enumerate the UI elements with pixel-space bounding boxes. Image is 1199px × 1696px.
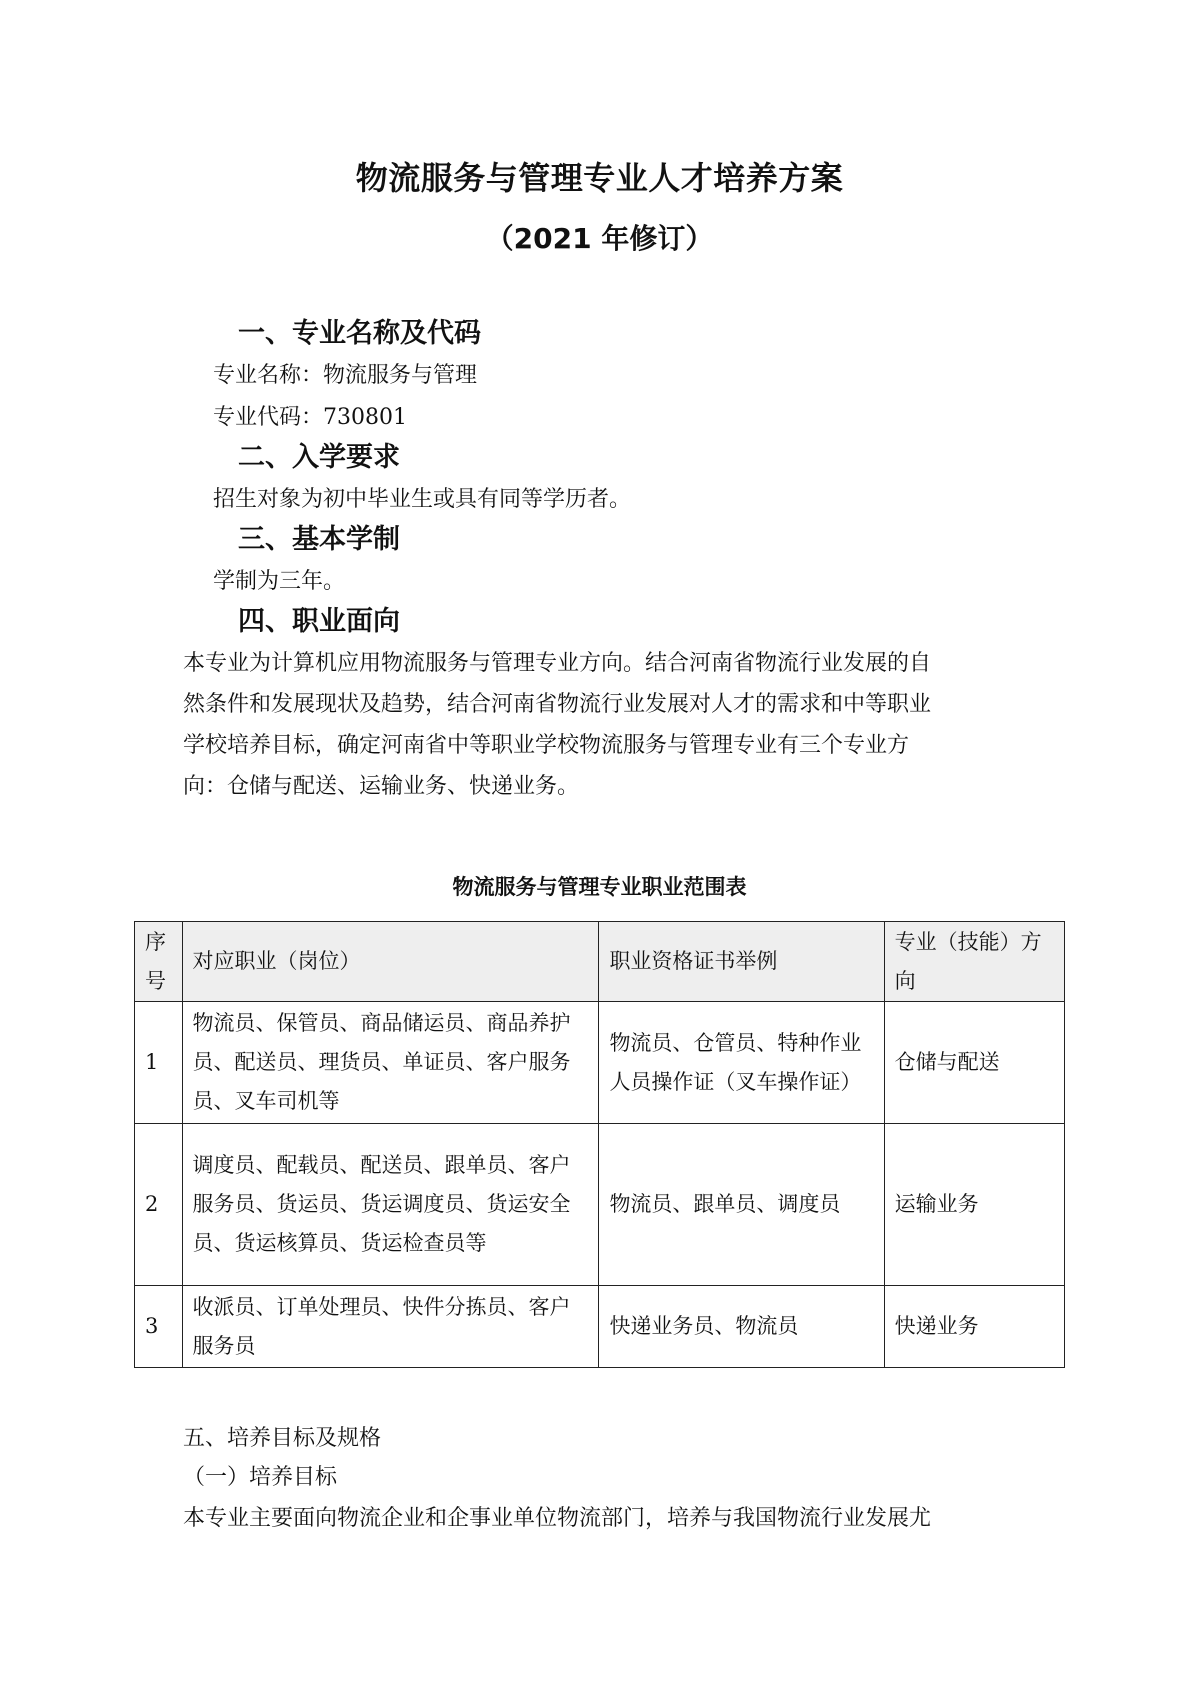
table-row xyxy=(135,1286,1065,1368)
cell-number: 1 xyxy=(135,1002,183,1124)
header-certificate: 职业资格证书举例 xyxy=(599,922,884,1002)
training-goal-line: 本专业主要面向物流企业和企事业单位物流部门，培养与我国物流行业发展尤 xyxy=(183,1506,932,1531)
document-subtitle: （2021 年修订） xyxy=(485,222,714,255)
major-code-line: 专业代码：730801 xyxy=(213,405,407,430)
admission-line: 招生对象为初中毕业生或具有同等学历者。 xyxy=(213,487,632,512)
career-scope-table xyxy=(134,921,1065,1368)
cell-certificate: 物流员、跟单员、调度员 xyxy=(599,1124,884,1286)
cell-number: 2 xyxy=(135,1124,183,1286)
table-row xyxy=(135,1002,1065,1124)
cell-certificate: 快递业务员、物流员 xyxy=(599,1286,884,1368)
section-4-heading: 四、职业面向 xyxy=(238,606,400,637)
cell-direction: 快递业务 xyxy=(884,1286,1064,1368)
duration-line: 学制为三年。 xyxy=(213,569,346,594)
section-1-heading: 一、专业名称及代码 xyxy=(238,318,481,349)
cell-occupation: 收派员、订单处理员、快件分拣员、客户服务员 xyxy=(182,1286,599,1368)
document-title: 物流服务与管理专业人才培养方案 xyxy=(355,159,844,197)
paragraph-line: 学校培养目标，确定河南省中等职业学校物流服务与管理专业有三个专业方 xyxy=(183,733,910,758)
major-name-line: 专业名称：物流服务与管理 xyxy=(213,363,478,388)
paragraph-line: 然条件和发展现状及趋势，结合河南省物流行业发展对人才的需求和中等职业 xyxy=(183,692,932,717)
header-number: 序号 xyxy=(135,922,183,1002)
section-3-heading: 三、基本学制 xyxy=(238,524,400,555)
table-caption: 物流服务与管理专业职业范围表 xyxy=(452,875,747,899)
cell-certificate: 物流员、仓管员、特种作业人员操作证（叉车操作证） xyxy=(599,1002,884,1124)
career-paragraph xyxy=(183,643,1013,807)
section-5-heading: 五、培养目标及规格 xyxy=(183,1426,382,1451)
paragraph-line: 向：仓储与配送、运输业务、快递业务。 xyxy=(183,774,580,799)
cell-occupation: 调度员、配载员、配送员、跟单员、客户服务员、货运员、货运调度员、货运安全员、货运核算员、货运检查员等 xyxy=(182,1124,599,1286)
cell-direction: 运输业务 xyxy=(884,1124,1064,1286)
table-row xyxy=(135,1124,1065,1286)
paragraph-line: 本专业为计算机应用物流服务与管理专业方向。结合河南省物流行业发展的自 xyxy=(183,651,932,676)
section-2-heading: 二、入学要求 xyxy=(238,442,400,473)
header-occupation: 对应职业（岗位） xyxy=(182,922,599,1002)
header-direction: 专业（技能）方向 xyxy=(884,922,1064,1002)
cell-direction: 仓储与配送 xyxy=(884,1002,1064,1124)
cell-occupation: 物流员、保管员、商品储运员、商品养护员、配送员、理货员、单证员、客户服务员、叉车司机等 xyxy=(182,1002,599,1124)
table-header-row xyxy=(135,922,1065,1002)
cell-number: 3 xyxy=(135,1286,183,1368)
section-5-subheading: （一）培养目标 xyxy=(183,1465,338,1490)
